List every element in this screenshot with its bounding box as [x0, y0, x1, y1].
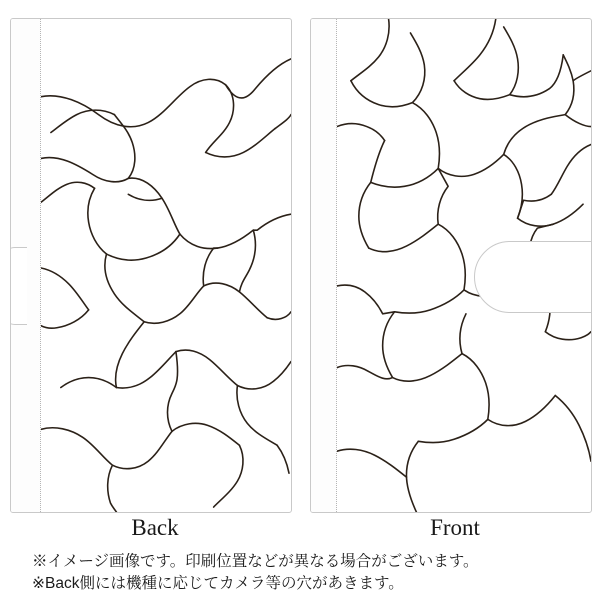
front-panel-spine — [311, 19, 337, 512]
front-panel-closure-tab — [474, 241, 592, 313]
front-panel[interactable] — [310, 18, 592, 513]
front-caption: Front — [430, 515, 480, 540]
back-panel-body — [10, 18, 292, 513]
note-image-disclaimer: ※イメージ画像です。印刷位置などが異なる場合がございます。 — [32, 553, 479, 570]
footer-notes — [32, 551, 588, 595]
front-panel-body — [310, 18, 592, 513]
back-panel-side-tab — [10, 247, 27, 325]
back-panel[interactable] — [10, 18, 292, 513]
case-panels — [0, 18, 600, 513]
back-caption: Back — [131, 515, 179, 540]
back-panel-artwork — [41, 19, 291, 512]
note-camera-hole: ※Back側には機種に応じてカメラ等の穴があきます。 — [32, 575, 404, 592]
panel-captions — [0, 515, 600, 549]
